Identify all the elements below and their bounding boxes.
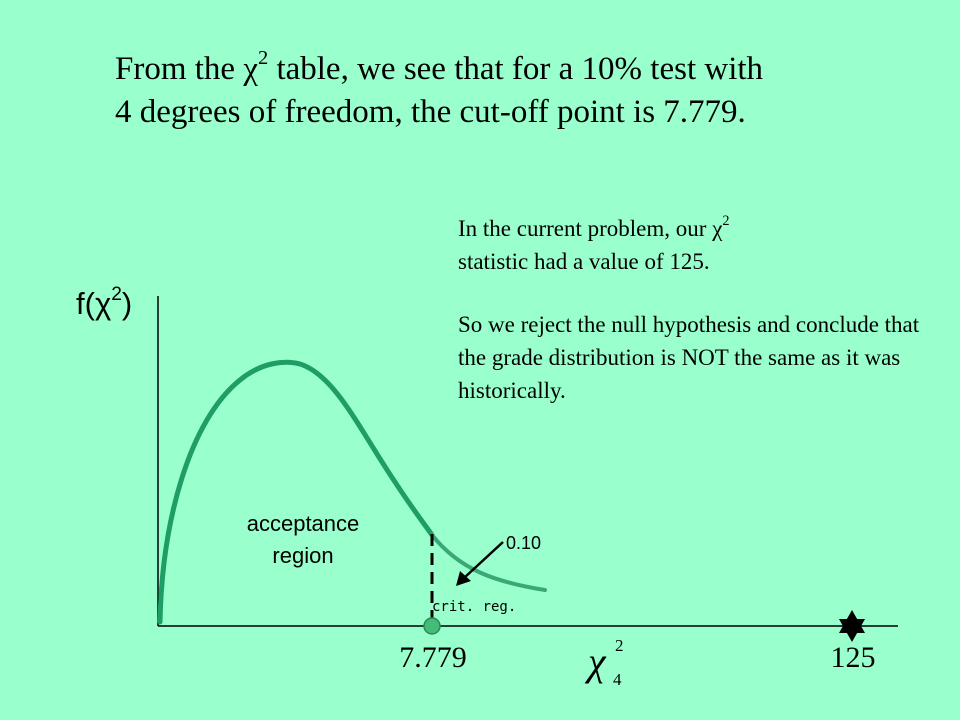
note1-post: statistic had a value of 125.: [458, 249, 710, 274]
x-axis-symbol: [588, 636, 624, 689]
ylabel-pre: f(: [76, 286, 95, 321]
title-line2: 4 degrees of freedom, the cut-off point is 7.779.: [115, 94, 746, 130]
cutoff-marker: [424, 618, 440, 634]
title-line1-pre: From the: [115, 51, 244, 87]
title-line1-post: table, we see that for a 10% test with: [268, 51, 764, 87]
note-conclusion: So we reject the null hypothesis and conclude that the grade distribution is NOT the same as it was historically.: [458, 312, 920, 403]
note1-pre: In the current problem, our: [458, 216, 713, 241]
xaxis-chi: χ: [588, 639, 606, 684]
cutoff-value-label: 7.779: [399, 641, 467, 674]
acceptance-label-line2: region: [272, 543, 334, 568]
note1-chi-superscript: 2: [722, 213, 730, 230]
ylabel-sup: 2: [111, 283, 122, 305]
ylabel-chi: χ: [94, 286, 112, 321]
ylabel-post: ): [121, 286, 133, 321]
test-statistic-label: 125: [830, 641, 876, 674]
note1-chi-symbol: χ: [712, 216, 723, 241]
acceptance-region-label: [218, 508, 388, 572]
alpha-label: 0.10: [506, 533, 542, 553]
critical-region-label: crit. reg.: [432, 599, 517, 615]
title-chi-superscript: 2: [257, 46, 269, 69]
title-chi-symbol: χ: [243, 51, 258, 87]
xaxis-superscript: 2: [615, 636, 624, 655]
density-curve: [160, 362, 432, 622]
xaxis-subscript: 4: [613, 670, 622, 689]
acceptance-label-line1: acceptance: [246, 511, 360, 536]
